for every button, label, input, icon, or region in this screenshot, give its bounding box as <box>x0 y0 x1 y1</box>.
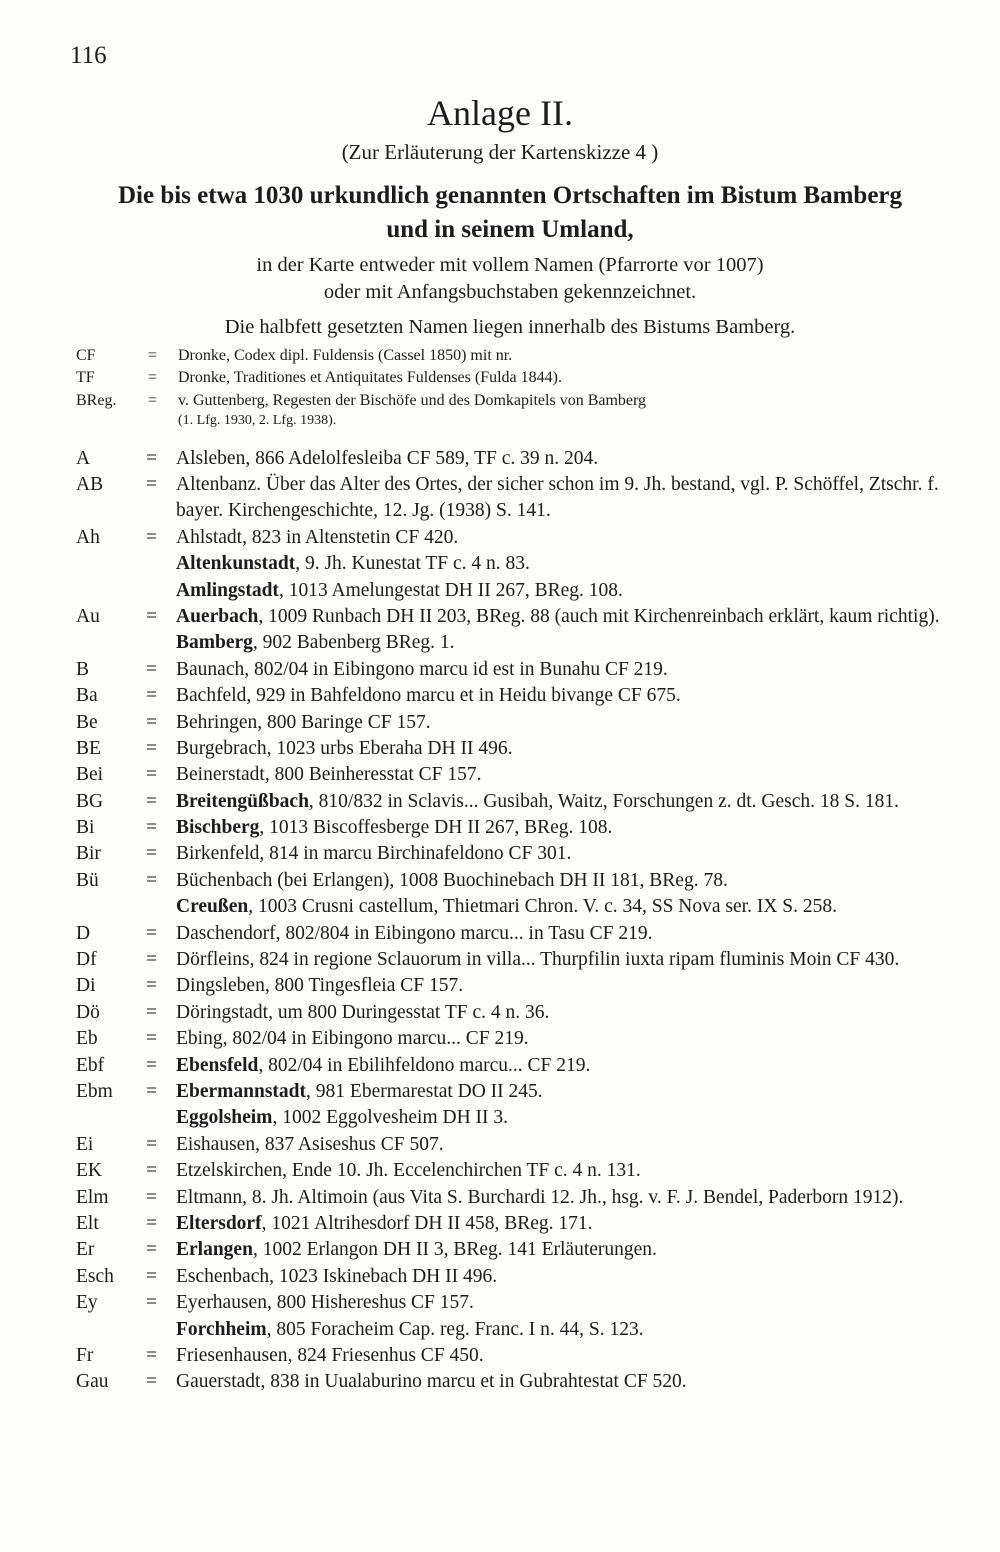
equals-sign: = <box>146 1080 157 1102</box>
place-entry <box>76 1053 946 1079</box>
place-name: Bamberg <box>176 632 253 654</box>
appendix-subtitle: (Zur Erläuterung der Kartenskizze 4 ) <box>341 140 659 164</box>
equals-sign: = <box>146 922 157 944</box>
map-abbreviation: Gau <box>76 1371 109 1393</box>
map-abbreviation: B <box>76 658 90 680</box>
place-details: , 838 in Uualaburino marcu et in Gubrahtestat CF 520. <box>260 1371 687 1393</box>
place-name: Bachfeld <box>176 685 247 707</box>
place-entry <box>76 815 946 841</box>
place-details: , 8. Jh. Altimoin (aus Vita S. Burchardi 12. Jh., hsg. v. F. J. Bendel, Paderborn 1912). <box>242 1186 904 1208</box>
entry-text <box>176 736 946 762</box>
place-entry <box>76 1317 946 1343</box>
place-entry <box>76 868 946 894</box>
place-name: Döringstadt <box>176 1001 269 1023</box>
place-entry <box>76 947 946 973</box>
entry-text <box>176 630 946 656</box>
place-details: , 902 Babenberg BReg. 1. <box>252 632 455 654</box>
equals-sign: = <box>146 658 157 680</box>
entry-text <box>176 1026 946 1052</box>
equals-sign: = <box>146 1212 157 1234</box>
abbreviation-text: Dronke, Codex dipl. Fuldensis (Cassel 1850) mit nr. <box>178 347 513 364</box>
place-entry <box>76 1237 946 1263</box>
place-name: Ebermannstadt <box>176 1080 307 1102</box>
map-abbreviation: Elm <box>76 1186 109 1208</box>
place-details: , 1002 Erlangon DH II 3, BReg. 141 Erläuterungen. <box>252 1239 657 1261</box>
equals-sign: = <box>146 1239 157 1261</box>
heading-line-1: Die bis etwa 1030 urkundlich genannten Ortschaften im Bistum Bamberg <box>117 182 903 209</box>
entry-text <box>176 657 946 683</box>
equals-sign: = <box>146 1133 157 1155</box>
entry-text <box>176 1053 946 1079</box>
equals-sign: = <box>146 1028 157 1050</box>
map-abbreviation: Df <box>76 949 97 971</box>
place-details: , 802/804 in Eibingono marcu... in Tasu CF 219. <box>275 922 653 944</box>
entry-text <box>176 868 946 894</box>
place-entry <box>76 525 946 551</box>
place-name: Altenbanz <box>176 474 257 496</box>
map-abbreviation: Eb <box>76 1028 98 1050</box>
place-entry <box>76 683 946 709</box>
equals-sign: = <box>146 975 157 997</box>
entry-text <box>176 1158 946 1184</box>
entry-text <box>176 1185 946 1211</box>
place-details: , 824 in regione Sclauorum in villa... Thurpfilin iuxta ripam fluminis Moin CF 430. <box>249 949 900 971</box>
map-abbreviation: Dö <box>76 1001 100 1023</box>
place-entry <box>76 1105 946 1131</box>
place-name: Altenkunstadt <box>176 553 296 575</box>
equals-sign: = <box>146 764 157 786</box>
map-abbreviation: Ei <box>76 1133 94 1155</box>
place-details: , 1003 Crusni castellum, Thietmari Chron. V. c. 34, SS Nova ser. IX S. 258. <box>248 896 838 918</box>
place-entry <box>76 578 946 604</box>
place-entry <box>76 973 946 999</box>
place-entry <box>76 762 946 788</box>
entry-text <box>176 710 946 736</box>
equals-sign: = <box>146 949 157 971</box>
place-details: , 800 Hishereshus CF 157. <box>266 1292 474 1314</box>
place-entry <box>76 736 946 762</box>
entry-text <box>176 815 946 841</box>
equals-sign: = <box>146 1371 157 1393</box>
entry-text <box>176 1105 946 1131</box>
map-abbreviation: Au <box>76 605 100 627</box>
place-entry <box>76 1079 946 1105</box>
entry-text <box>176 762 946 788</box>
place-details: , Ende 10. Jh. Eccelenchirchen TF c. 4 n. 131. <box>282 1160 641 1182</box>
place-details: , 929 in Bahfeldono marcu et in Heidu bivange CF 675. <box>246 685 681 707</box>
place-name: Etzelskirchen <box>176 1160 283 1182</box>
place-details: , 1021 Altrihesdorf DH II 458, BReg. 171. <box>261 1212 593 1234</box>
map-abbreviation: Be <box>76 711 98 733</box>
entry-text <box>176 789 946 815</box>
place-name: Friesenhausen <box>176 1344 288 1366</box>
place-name: Baunach <box>176 658 245 680</box>
place-details: , 981 Ebermarestat DO II 245. <box>306 1080 543 1102</box>
place-details: , 800 Beinheresstat CF 157. <box>264 764 482 786</box>
equals-sign: = <box>146 1001 157 1023</box>
entry-text <box>176 551 946 577</box>
place-details: (bei Erlangen), 1008 Buochinebach DH II 181, BReg. 78. <box>272 869 728 891</box>
map-abbreviation: D <box>76 922 91 944</box>
entry-text <box>176 1000 946 1026</box>
page-number: 116 <box>70 42 107 69</box>
map-abbreviation: EK <box>76 1160 102 1182</box>
place-details: , um 800 Duringesstat TF c. 4 n. 36. <box>268 1001 550 1023</box>
equals-sign: = <box>146 1344 157 1366</box>
abbreviation-key: CF <box>76 347 96 364</box>
place-name: Amlingstadt <box>176 579 279 601</box>
place-entry <box>76 1264 946 1290</box>
equals-sign: = <box>146 790 157 812</box>
place-entry <box>76 1185 946 1211</box>
place-details: , 814 in marcu Birchinafeldono CF 301. <box>259 843 572 865</box>
place-name: Daschendorf <box>176 922 276 944</box>
place-details: , 1009 Runbach DH II 203, BReg. 88 (auch mit Kirchenreinbach erklärt, kaum richtig). <box>258 605 940 627</box>
equals-sign: = <box>148 347 158 364</box>
place-name: Forchheim <box>176 1318 267 1340</box>
place-name: Bischberg <box>176 817 260 839</box>
map-abbreviation: Er <box>76 1239 95 1261</box>
entry-text <box>176 1290 946 1316</box>
place-details: , 1023 urbs Eberaha DH II 496. <box>266 737 513 759</box>
place-name: Eyerhausen <box>176 1292 267 1314</box>
appendix-title: Anlage II. <box>427 93 573 133</box>
place-details: , 800 Tingesfleia CF 157. <box>264 975 464 997</box>
abbreviation-text: v. Guttenberg, Regesten der Bischöfe und des Domkapitels von Bamberg <box>178 392 647 409</box>
entry-text <box>176 1317 946 1343</box>
entry-text <box>176 1132 946 1158</box>
place-entry <box>76 789 946 815</box>
place-details: , 866 Adelolfesleiba CF 589, TF c. 39 n. 204. <box>245 448 599 469</box>
place-entry <box>76 894 946 920</box>
place-entry <box>76 921 946 947</box>
map-abbreviation: BE <box>76 737 101 759</box>
map-abbreviation: Ebf <box>76 1054 105 1076</box>
place-details: , 9. Jh. Kunestat TF c. 4 n. 83. <box>295 553 530 575</box>
place-details: , 1013 Biscoffesberge DH II 267, BReg. 108. <box>259 817 613 839</box>
place-entry <box>76 630 946 656</box>
place-name: Eggolsheim <box>176 1107 273 1129</box>
entry-text <box>176 894 946 920</box>
map-abbreviation: Bir <box>76 843 101 865</box>
place-name: Beinerstadt <box>176 764 265 786</box>
place-entry <box>76 710 946 736</box>
equals-sign: = <box>146 605 157 627</box>
equals-sign: = <box>146 448 157 469</box>
map-abbreviation: Bi <box>76 817 95 839</box>
place-entry <box>76 1000 946 1026</box>
place-entry <box>76 841 946 867</box>
place-name: Eltmann <box>176 1186 243 1208</box>
place-entry <box>76 1290 946 1316</box>
place-entry <box>76 446 946 472</box>
equals-sign: = <box>146 869 157 891</box>
place-details: , 800 Baringe CF 157. <box>257 711 431 733</box>
place-details: , 824 Friesenhus CF 450. <box>287 1344 484 1366</box>
entry-text <box>176 973 946 999</box>
equals-sign: = <box>146 843 157 865</box>
entry-text <box>176 1343 946 1369</box>
place-entry <box>76 1158 946 1184</box>
place-entry <box>76 657 946 683</box>
abbreviation-continuation: (1. Lfg. 1930, 2. Lfg. 1938). <box>178 413 337 428</box>
entry-text <box>176 1264 946 1290</box>
abbreviation-text: Dronke, Traditiones et Antiquitates Fuldenses (Fulda 1844). <box>178 369 562 386</box>
entry-text <box>176 683 946 709</box>
map-abbreviation: Esch <box>76 1265 114 1287</box>
place-details: , 805 Foracheim Cap. reg. Franc. I n. 44, S. 123. <box>266 1318 644 1340</box>
entry-text <box>176 446 946 472</box>
place-name: Eishausen <box>176 1133 256 1155</box>
map-abbreviation: Ey <box>76 1292 98 1314</box>
place-details: , 837 Asiseshus CF 507. <box>255 1133 444 1155</box>
place-name: Behringen <box>176 711 258 733</box>
place-details: , 1023 Iskinebach DH II 496. <box>269 1265 498 1287</box>
place-entry <box>76 1343 946 1369</box>
place-name: Birkenfeld <box>176 843 260 865</box>
place-entry <box>76 1132 946 1158</box>
equals-sign: = <box>146 685 157 707</box>
place-details: , 802/04 in Eibingono marcu id est in Bunahu CF 219. <box>244 658 668 680</box>
equals-sign: = <box>146 1186 157 1208</box>
entry-text <box>176 1211 946 1237</box>
equals-sign: = <box>146 737 157 759</box>
place-name: Erlangen <box>176 1239 253 1261</box>
place-details: , 1002 Eggolvesheim DH II 3. <box>272 1107 509 1129</box>
place-name: Eltersdorf <box>176 1212 262 1234</box>
place-details: . Über das Alter des Ortes, der sicher schon im 9. Jh. bestand, vgl. P. Schöffel, Ztschr. f. bayer. Kirchengeschichte, 12. Jg. (1938) S. 141. <box>176 474 939 522</box>
place-name: Ahlstadt <box>176 526 243 548</box>
entry-text <box>176 921 946 947</box>
map-abbreviation: Ah <box>76 526 100 548</box>
place-entry <box>76 1211 946 1237</box>
place-name: Alsleben <box>176 448 246 469</box>
map-abbreviation: Bü <box>76 869 99 891</box>
equals-sign: = <box>146 711 157 733</box>
place-entry <box>76 472 946 524</box>
equals-sign: = <box>148 369 158 386</box>
entry-text <box>176 1237 946 1263</box>
entry-text <box>176 525 946 551</box>
place-entry <box>76 604 946 630</box>
map-abbreviation: Ebm <box>76 1080 113 1102</box>
place-name: Creußen <box>176 896 249 918</box>
equals-sign: = <box>146 817 157 839</box>
place-details: , 823 in Altenstetin CF 420. <box>242 526 459 548</box>
place-details: , 802/04 in Eibingono marcu... CF 219. <box>222 1028 529 1050</box>
place-name: Ebensfeld <box>176 1054 259 1076</box>
place-name: Dörfleins <box>176 949 250 971</box>
place-name: Ebing <box>176 1028 223 1050</box>
map-abbreviation: A <box>76 448 91 469</box>
equals-sign: = <box>146 1160 157 1182</box>
equals-sign: = <box>146 474 157 496</box>
intro-line-3: Die halbfett gesetzten Namen liegen innerhalb des Bistums Bamberg. <box>224 316 796 338</box>
map-abbreviation: Bei <box>76 764 104 786</box>
entry-text <box>176 841 946 867</box>
equals-sign: = <box>146 1265 157 1287</box>
equals-sign: = <box>146 1054 157 1076</box>
heading-line-2: und in seinem Umland, <box>386 216 634 243</box>
intro-line-2: oder mit Anfangsbuchstaben gekennzeichnet. <box>323 281 697 303</box>
place-details: , 802/04 in Ebilihfeldono marcu... CF 219. <box>258 1054 591 1076</box>
map-abbreviation: Ba <box>76 685 98 707</box>
equals-sign: = <box>146 526 157 548</box>
place-name: Dingsleben <box>176 975 265 997</box>
entry-text <box>176 947 946 973</box>
place-entry <box>76 1026 946 1052</box>
entry-text <box>176 604 946 630</box>
place-details: , 810/832 in Sclavis... Gusibah, Waitz, Forschungen z. dt. Gesch. 18 S. 181. <box>308 790 899 812</box>
entry-text <box>176 1079 946 1105</box>
place-name: Büchenbach <box>176 869 273 891</box>
place-name: Breitengüßbach <box>176 790 309 812</box>
abbreviation-key: TF <box>76 369 95 386</box>
map-abbreviation: AB <box>76 474 104 496</box>
place-name: Burgebrach <box>176 737 267 759</box>
place-details: , 1013 Amelungestat DH II 267, BReg. 108. <box>278 579 623 601</box>
place-name: Gauerstadt <box>176 1371 261 1393</box>
entry-text <box>176 1369 946 1395</box>
entry-text <box>176 578 946 604</box>
place-list <box>76 446 946 1396</box>
entry-text <box>176 472 946 524</box>
intro-line-1: in der Karte entweder mit vollem Namen (Pfarrorte vor 1007) <box>256 254 764 276</box>
equals-sign: = <box>146 1292 157 1314</box>
equals-sign: = <box>148 392 158 409</box>
place-name: Eschenbach <box>176 1265 270 1287</box>
map-abbreviation: BG <box>76 790 104 812</box>
place-name: Auerbach <box>176 605 259 627</box>
map-abbreviation: Elt <box>76 1212 99 1234</box>
abbreviation-key: BReg. <box>76 392 117 409</box>
place-entry <box>76 551 946 577</box>
place-entry <box>76 1369 946 1395</box>
map-abbreviation: Di <box>76 975 96 997</box>
map-abbreviation: Fr <box>76 1344 94 1366</box>
